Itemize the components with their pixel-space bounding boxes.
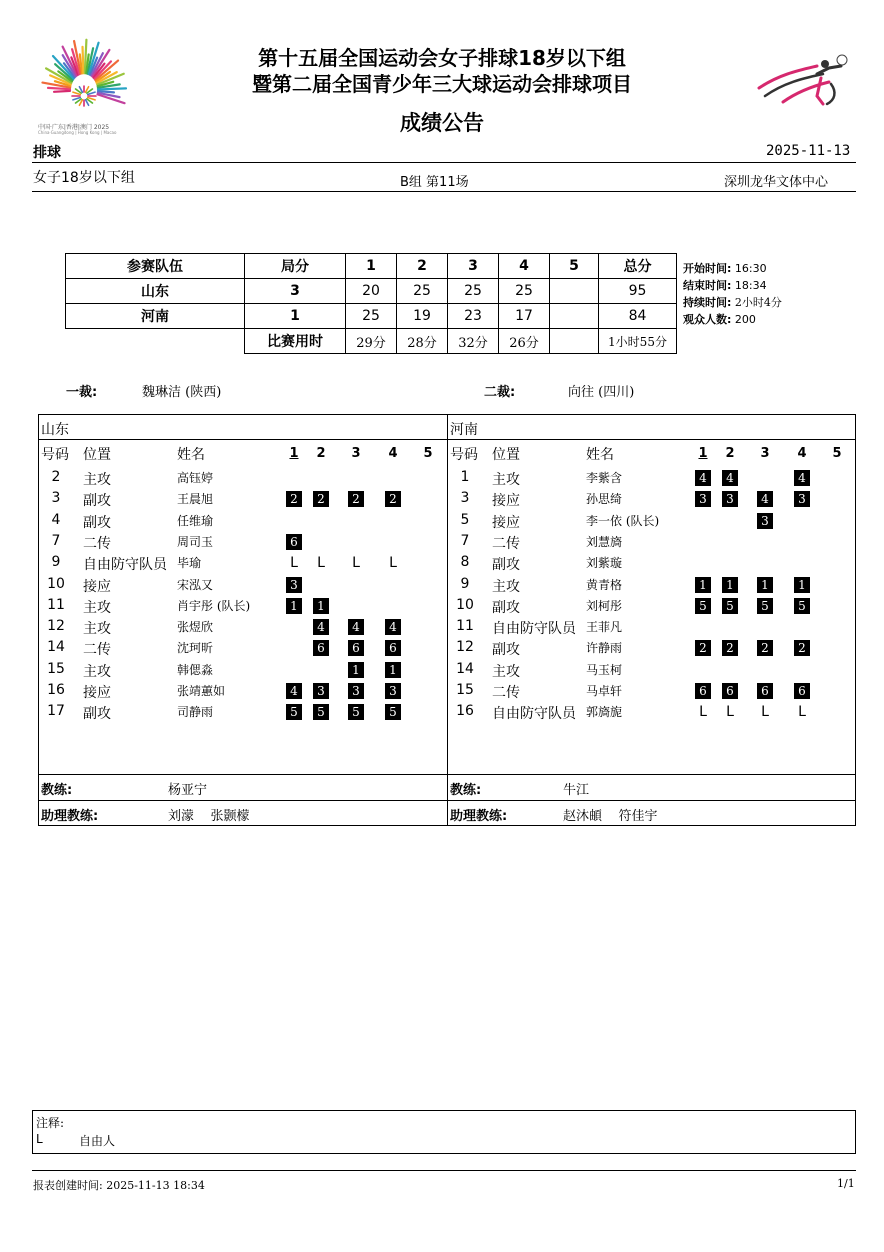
col-set: 4 [797, 446, 807, 461]
player-position: 主攻 [492, 578, 520, 595]
rotation-box: 6 [794, 683, 810, 699]
player-position: 自由防守队员 [492, 706, 576, 723]
set-duration: 28分 [397, 329, 448, 354]
duration-value: 2小时4分 [734, 296, 782, 309]
player-number: 15 [456, 682, 474, 698]
rotation-box: 4 [757, 491, 773, 507]
sets-won: 1 [245, 304, 346, 329]
player-name: 李一依 (队长) [586, 513, 660, 528]
sets-won: 3 [245, 279, 346, 304]
col-set: 2 [725, 446, 735, 461]
venue-label: 深圳龙华文体中心 [724, 175, 829, 190]
rotation-box: 6 [286, 534, 302, 550]
player-name: 刘慧旖 [586, 534, 623, 549]
score-table [65, 253, 677, 354]
set-score: 20 [346, 279, 397, 304]
player-number: 16 [47, 682, 65, 698]
player-position: 接应 [492, 514, 520, 531]
player-name: 郭旖旎 [586, 705, 623, 720]
rotation-box: 1 [313, 598, 329, 614]
start-time: 16:30 [734, 262, 767, 275]
duration-row [66, 329, 677, 354]
rotation-box: 6 [385, 640, 401, 656]
total-duration: 1小时55分 [599, 329, 677, 354]
col-name: 姓名 [586, 447, 614, 463]
rotation-box: 3 [286, 577, 302, 593]
set-score [550, 279, 599, 304]
player-number: 1 [460, 469, 470, 485]
player-name: 王晨旭 [177, 492, 214, 507]
libero-mark: L [699, 704, 707, 721]
player-number: 10 [456, 596, 474, 613]
set-score: 25 [397, 279, 448, 304]
player-position: 副攻 [83, 514, 111, 531]
col-set: 1 [698, 446, 708, 461]
rotation-box: 5 [695, 598, 711, 614]
libero-mark: L [352, 555, 360, 572]
header-total: 总分 [599, 254, 677, 279]
player-number: 12 [456, 639, 474, 656]
player-number: 14 [456, 660, 474, 677]
rotation-box: 2 [313, 491, 329, 507]
col-position: 位置 [492, 447, 520, 463]
rotation-box: 4 [722, 470, 738, 486]
rotation-box: 4 [385, 619, 401, 635]
player-name: 许静雨 [586, 641, 623, 656]
player-number: 11 [456, 618, 474, 635]
player-position: 副攻 [492, 557, 520, 574]
player-number: 4 [51, 511, 61, 528]
coach-label: 教练: [41, 783, 73, 798]
player-name: 张靖蕙如 [177, 684, 226, 698]
page-number: 1/1 [837, 1177, 855, 1190]
player-number: 9 [460, 575, 470, 592]
player-number: 17 [47, 703, 65, 720]
set-score: 25 [499, 279, 550, 304]
player-position: 副攻 [492, 599, 520, 616]
rotation-box: 5 [286, 704, 302, 720]
player-number: 3 [51, 490, 61, 507]
set-score [550, 304, 599, 329]
assistant-coach-label: 助理教练: [41, 809, 99, 824]
player-position: 主攻 [83, 663, 111, 680]
player-number: 7 [460, 532, 470, 549]
set-score: 25 [346, 304, 397, 329]
score-row-team-2 [66, 304, 677, 329]
col-set: 5 [423, 446, 433, 461]
rotation-box: 6 [722, 683, 738, 699]
player-number: 11 [47, 596, 65, 613]
spectators-value: 200 [734, 313, 756, 326]
rotation-box: 1 [286, 598, 302, 614]
player-position: 主攻 [492, 663, 520, 680]
col-set: 2 [316, 446, 326, 461]
rotation-box: 3 [794, 491, 810, 507]
player-number: 10 [47, 575, 65, 592]
notes-label: 注释: [36, 1116, 65, 1130]
player-number: 7 [51, 532, 61, 549]
header-divider-bottom [32, 191, 856, 192]
report-date: 2025-11-13 [766, 143, 851, 159]
rotation-box: 5 [794, 598, 810, 614]
rotation-box: 5 [385, 704, 401, 720]
rotation-box: 6 [757, 683, 773, 699]
notes-symbol: L [36, 1132, 43, 1146]
player-number: 15 [47, 660, 65, 677]
rotation-box: 4 [286, 683, 302, 699]
assistant-coach-label: 助理教练: [450, 809, 508, 824]
player-name: 司静雨 [177, 705, 214, 720]
col-set: 5 [832, 446, 842, 461]
coach-name: 杨亚宁 [168, 783, 208, 798]
col-set: 4 [388, 446, 398, 461]
total-score: 84 [599, 304, 677, 329]
rotation-box: 2 [695, 640, 711, 656]
total-score: 95 [599, 279, 677, 304]
set-duration: 26分 [499, 329, 550, 354]
player-name: 马卓轩 [586, 684, 623, 698]
duration-label: 比赛用时 [245, 329, 346, 354]
rotation-box: 6 [348, 640, 364, 656]
player-position: 接应 [83, 578, 111, 595]
rotation-box: 4 [313, 619, 329, 635]
col-set: 3 [351, 446, 361, 461]
header-divider-top [32, 162, 856, 163]
coach-label: 教练: [450, 783, 482, 798]
first-referee-label: 一裁: [66, 385, 98, 400]
player-name: 韩偲淼 [177, 662, 214, 677]
col-set: 1 [289, 446, 299, 461]
rotation-box: 3 [722, 491, 738, 507]
player-position: 接应 [492, 493, 520, 510]
start-label: 开始时间: [683, 262, 732, 275]
player-name: 高钰婷 [177, 471, 214, 485]
libero-mark: L [290, 555, 298, 572]
rotation-box: 1 [722, 577, 738, 593]
report-created: 报表创建时间: 2025-11-13 18:34 [33, 1179, 205, 1192]
category-label: 女子18岁以下组 [33, 170, 135, 186]
player-number: 9 [51, 554, 61, 571]
assistant-coach-names: 刘濛 张颢檬 [168, 809, 250, 824]
rotation-box: 2 [794, 640, 810, 656]
player-position: 副攻 [83, 493, 111, 510]
player-number: 2 [51, 469, 61, 485]
roster-team-name: 山东 [41, 422, 69, 438]
score-header-row [66, 254, 677, 279]
header-sets-won: 局分 [245, 254, 346, 279]
header-set-5: 5 [550, 254, 599, 279]
rotation-box: 5 [722, 598, 738, 614]
player-position: 二传 [83, 535, 111, 552]
libero-mark: L [389, 555, 397, 572]
rotation-box: 3 [757, 513, 773, 529]
roster-team-2 [447, 414, 856, 826]
set-score: 17 [499, 304, 550, 329]
second-referee: 向往 (四川) [568, 385, 635, 400]
coach-name: 牛江 [563, 783, 590, 798]
col-position: 位置 [83, 447, 111, 463]
player-position: 副攻 [492, 642, 520, 659]
player-position: 自由防守队员 [83, 557, 167, 574]
col-number: 号码 [41, 447, 69, 463]
col-number: 号码 [450, 447, 478, 463]
rotation-box: 5 [757, 598, 773, 614]
set-duration: 32分 [448, 329, 499, 354]
player-position: 主攻 [492, 472, 520, 488]
rotation-box: 3 [313, 683, 329, 699]
rotation-box: 1 [348, 662, 364, 678]
player-position: 自由防守队员 [492, 621, 576, 638]
notes-meaning: 自由人 [79, 1134, 116, 1148]
rotation-box: 4 [695, 470, 711, 486]
rotation-box: 2 [757, 640, 773, 656]
team-name: 山东 [66, 279, 245, 304]
player-number: 16 [456, 703, 474, 720]
end-time: 18:34 [734, 279, 767, 292]
rotation-box: 1 [757, 577, 773, 593]
libero-mark: L [317, 555, 325, 572]
set-score: 19 [397, 304, 448, 329]
header-set-3: 3 [448, 254, 499, 279]
roster-team-1 [38, 414, 447, 826]
rotation-box: 5 [348, 704, 364, 720]
libero-mark: L [761, 704, 769, 721]
rotation-box: 2 [348, 491, 364, 507]
libero-mark: L [798, 704, 806, 721]
col-set: 3 [760, 446, 770, 461]
col-name: 姓名 [177, 447, 205, 463]
rotation-box: 1 [695, 577, 711, 593]
rotation-box: 5 [313, 704, 329, 720]
player-number: 14 [47, 639, 65, 656]
logo-text: 中国·广东|香港|澳门 2025 [38, 124, 110, 131]
player-number: 5 [460, 511, 470, 528]
player-name: 刘紫璇 [586, 556, 623, 571]
rotation-box: 2 [286, 491, 302, 507]
rotation-box: 6 [695, 683, 711, 699]
player-number: 8 [460, 554, 470, 571]
rotation-box: 1 [794, 577, 810, 593]
set-duration: 29分 [346, 329, 397, 354]
title-line1: 第十五届全国运动会女子排球18岁以下组 [258, 46, 626, 70]
player-name: 毕瑜 [177, 556, 202, 571]
roster-team-name: 河南 [450, 422, 478, 438]
end-label: 结束时间: [683, 279, 732, 292]
player-name: 马玉柯 [586, 662, 623, 677]
title-line2: 暨第二届全国青少年三大球运动会排球项目 [252, 72, 632, 96]
player-name: 刘柯彤 [586, 598, 623, 613]
match-info [683, 260, 782, 328]
player-name: 黄青格 [586, 577, 623, 592]
sport-label: 排球 [33, 145, 61, 161]
header-set-2: 2 [397, 254, 448, 279]
player-position: 主攻 [83, 472, 111, 488]
player-number: 12 [47, 618, 65, 635]
player-name: 宋泓又 [177, 577, 214, 592]
set-score: 25 [448, 279, 499, 304]
rotation-box: 1 [385, 662, 401, 678]
player-position: 主攻 [83, 599, 111, 616]
logo-subtext: China·Guangdong | Hong Kong | Macao [38, 130, 117, 135]
player-name: 任维瑜 [177, 513, 214, 528]
team-name: 河南 [66, 304, 245, 329]
libero-mark: L [726, 704, 734, 721]
player-position: 二传 [492, 535, 520, 552]
rotation-box: 4 [348, 619, 364, 635]
header-set-4: 4 [499, 254, 550, 279]
set-score: 23 [448, 304, 499, 329]
notes-box [32, 1110, 856, 1154]
duration-label: 持续时间: [683, 296, 732, 309]
player-position: 副攻 [83, 706, 111, 723]
rotation-box: 3 [385, 683, 401, 699]
player-name: 李紫含 [586, 471, 623, 485]
rotation-box: 2 [722, 640, 738, 656]
header-set-1: 1 [346, 254, 397, 279]
player-position: 接应 [83, 685, 111, 701]
spectators-label: 观众人数: [683, 313, 732, 326]
player-name: 孙思绮 [586, 492, 623, 507]
footer-divider [32, 1170, 856, 1171]
set-duration [550, 329, 599, 354]
player-position: 二传 [83, 642, 111, 659]
rotation-box: 3 [348, 683, 364, 699]
score-row-team-1 [66, 279, 677, 304]
player-name: 周司玉 [177, 534, 214, 549]
rotation-box: 3 [695, 491, 711, 507]
assistant-coach-names: 赵沐頔 符佳宇 [563, 809, 658, 824]
player-position: 二传 [492, 685, 520, 701]
player-number: 3 [460, 490, 470, 507]
header-teams: 参赛队伍 [66, 254, 245, 279]
report-subtitle: 成绩公告 [400, 111, 484, 135]
first-referee: 魏琳洁 (陕西) [142, 385, 222, 400]
player-name: 张煜欣 [177, 620, 214, 635]
player-name: 王菲凡 [586, 620, 623, 635]
second-referee-label: 二裁: [484, 385, 516, 400]
rotation-box: 4 [794, 470, 810, 486]
rotation-box: 2 [385, 491, 401, 507]
player-name: 沈珂昕 [177, 641, 214, 656]
rotation-box: 6 [313, 640, 329, 656]
player-name: 肖宇彤 (队长) [177, 598, 251, 613]
player-position: 主攻 [83, 621, 111, 638]
match-label: B组 第11场 [400, 175, 469, 190]
